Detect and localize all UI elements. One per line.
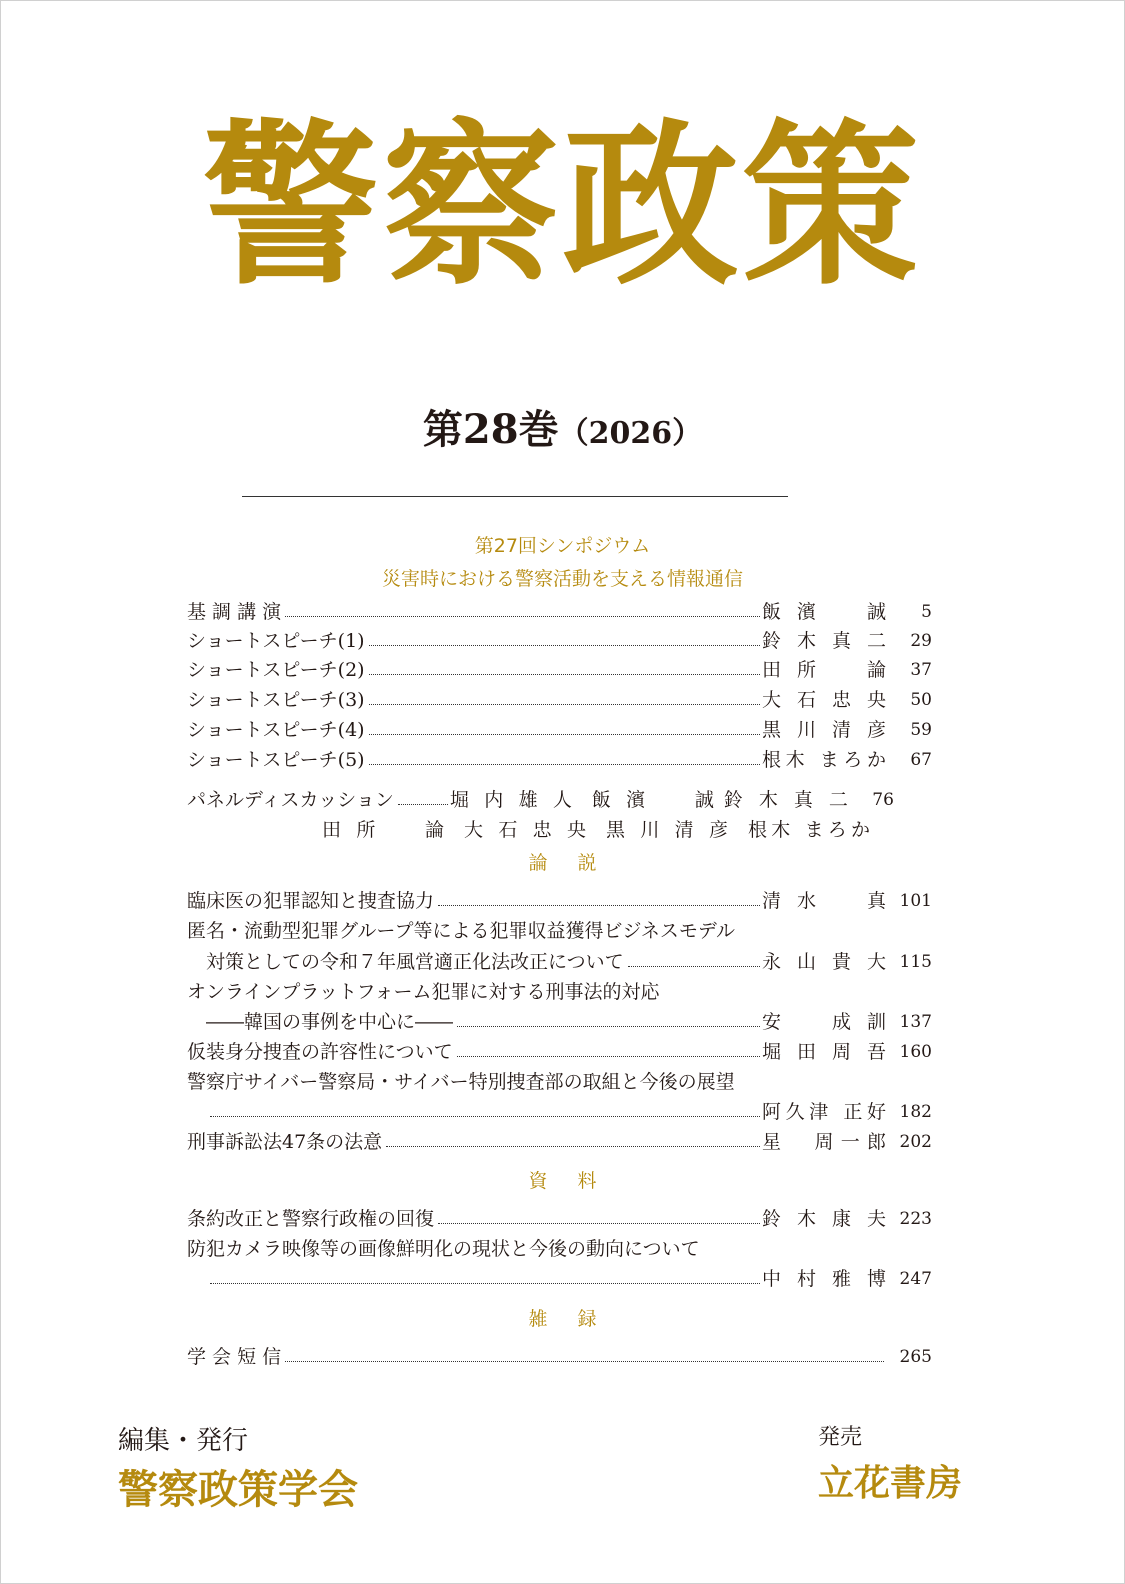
toc-row bbox=[187, 1068, 932, 1096]
toc-title bbox=[187, 1265, 206, 1293]
toc-row bbox=[187, 1128, 932, 1156]
toc-title: 条約改正と警察行政権の回復 bbox=[187, 1208, 435, 1230]
section-heading-ronsetsu: 論説 bbox=[528, 852, 627, 874]
toc-row bbox=[187, 1098, 932, 1126]
dot-leader bbox=[369, 764, 760, 765]
symposium-theme: 災害時における警察活動を支える情報通信 bbox=[381, 568, 743, 590]
toc-title: ショートスピーチ(2) bbox=[187, 659, 365, 681]
toc-title: 学 会 短 信 bbox=[187, 1346, 282, 1368]
toc-author: 鈴木真二 bbox=[762, 630, 886, 652]
toc-page: 59 bbox=[910, 720, 932, 740]
dot-leader bbox=[438, 905, 760, 906]
toc-title: 仮装身分捜査の許容性について bbox=[187, 1041, 453, 1063]
dot-leader bbox=[369, 704, 760, 705]
toc-author: 星 周一郎 bbox=[762, 1131, 886, 1153]
dot-leader bbox=[210, 1283, 760, 1284]
toc-page: 265 bbox=[899, 1347, 932, 1367]
toc-title: 刑事訴訟法47条の法意 bbox=[187, 1131, 383, 1153]
toc-page: 101 bbox=[899, 891, 932, 911]
toc-author: 永山貴大 bbox=[762, 951, 886, 973]
section-heading-shiryo: 資料 bbox=[528, 1170, 627, 1192]
toc-title: ショートスピーチ(4) bbox=[187, 719, 365, 741]
toc-title: ショートスピーチ(1) bbox=[187, 630, 365, 652]
symposium-heading: 第27回シンポジウム bbox=[474, 535, 651, 557]
toc-author: 堀内雄人 bbox=[449, 789, 572, 811]
dot-leader bbox=[369, 734, 760, 735]
toc-row bbox=[187, 1008, 932, 1036]
toc-row bbox=[187, 598, 932, 626]
toc-title: ショートスピーチ(3) bbox=[187, 689, 365, 711]
toc-author: 安 成訓 bbox=[762, 1011, 886, 1033]
toc-title: 防犯カメラ映像等の画像鮮明化の現状と今後の動向について bbox=[187, 1238, 700, 1260]
dot-leader bbox=[457, 1026, 760, 1027]
dot-leader bbox=[210, 1116, 760, 1117]
toc-row bbox=[187, 1038, 932, 1066]
toc-title bbox=[187, 1098, 206, 1126]
toc-title: 対策としての令和７年風営適正化法改正について bbox=[187, 951, 624, 973]
toc-author: 阿久津 正好 bbox=[762, 1101, 886, 1123]
toc-row-panel bbox=[187, 786, 932, 814]
dot-leader bbox=[285, 616, 760, 617]
volume-number bbox=[0, 398, 1125, 455]
toc-title: ショートスピーチ(5) bbox=[187, 749, 365, 771]
dot-leader bbox=[398, 804, 448, 805]
toc-row bbox=[187, 627, 932, 655]
toc-page: 115 bbox=[899, 952, 932, 972]
toc-author: 大石忠央 bbox=[464, 819, 586, 841]
section-heading-zatsuroku: 雑録 bbox=[528, 1308, 627, 1330]
toc-title: ――韓国の事例を中心に―― bbox=[187, 1011, 454, 1033]
toc-title: 基 調 講 演 bbox=[187, 601, 282, 623]
volume-year: （2026） bbox=[558, 416, 703, 451]
toc-row bbox=[187, 686, 932, 714]
toc-author: 黒川清彦 bbox=[762, 719, 886, 741]
toc-page: 247 bbox=[899, 1269, 932, 1289]
dot-leader bbox=[369, 674, 760, 675]
toc-title: 匿名・流動型犯罪グループ等による犯罪収益獲得ビジネスモデル bbox=[187, 920, 735, 942]
toc-row bbox=[187, 656, 932, 684]
toc-row bbox=[187, 716, 932, 744]
dot-leader bbox=[369, 645, 760, 646]
editor-label: 編集・発行 bbox=[118, 1426, 249, 1456]
toc-page: 5 bbox=[921, 602, 932, 622]
publisher-name: 立花書房 bbox=[818, 1462, 963, 1504]
toc-page: 67 bbox=[910, 750, 932, 770]
toc-row bbox=[187, 746, 932, 774]
toc-row bbox=[187, 917, 932, 945]
toc-page: 29 bbox=[910, 631, 932, 651]
toc-title: 警察庁サイバー警察局・サイバー特別捜査部の取組と今後の展望 bbox=[187, 1071, 735, 1093]
toc-page: 137 bbox=[899, 1012, 932, 1032]
toc-page: 50 bbox=[910, 690, 932, 710]
toc-author: 鈴木真二 bbox=[723, 789, 848, 811]
toc-row bbox=[187, 1343, 932, 1371]
toc-page: 223 bbox=[899, 1209, 932, 1229]
toc-author: 根木 まろか bbox=[748, 819, 870, 841]
journal-title: 警察政策 bbox=[202, 102, 923, 309]
volume-label: 第28巻 bbox=[422, 406, 559, 453]
dot-leader bbox=[386, 1146, 760, 1147]
toc-page: 160 bbox=[899, 1042, 932, 1062]
toc-row bbox=[187, 948, 932, 976]
toc-page: 76 bbox=[872, 790, 894, 810]
toc-row bbox=[187, 887, 932, 915]
toc-author: 田所 論 bbox=[762, 659, 886, 681]
toc-author: 鈴木康夫 bbox=[762, 1208, 886, 1230]
editor-name: 警察政策学会 bbox=[118, 1466, 358, 1513]
toc-row bbox=[187, 1235, 932, 1263]
toc-page: 202 bbox=[899, 1132, 932, 1152]
dot-leader bbox=[285, 1361, 884, 1362]
toc-page: 182 bbox=[899, 1102, 932, 1122]
toc-author: 中村雅博 bbox=[762, 1268, 886, 1290]
toc-title: 臨床医の犯罪認知と捜査協力 bbox=[187, 890, 435, 912]
toc-author: 清水 真 bbox=[762, 890, 886, 912]
toc-title: オンラインプラットフォーム犯罪に対する刑事法的対応 bbox=[187, 981, 660, 1003]
toc-author: 飯濱 誠 bbox=[762, 601, 886, 623]
publisher-label: 発売 bbox=[818, 1425, 863, 1450]
dot-leader bbox=[628, 966, 760, 967]
toc-author: 根木 まろか bbox=[762, 749, 886, 771]
dot-leader bbox=[457, 1056, 760, 1057]
toc-page: 37 bbox=[910, 660, 932, 680]
toc-title: パネルディスカッション bbox=[187, 789, 394, 811]
toc-row bbox=[187, 978, 932, 1006]
panel-participants bbox=[322, 815, 870, 842]
toc-author: 堀田周吾 bbox=[762, 1041, 886, 1063]
toc-row bbox=[187, 1265, 932, 1293]
dot-leader bbox=[438, 1223, 760, 1224]
toc-author: 田所 論 bbox=[322, 819, 444, 841]
toc-author: 大石忠央 bbox=[762, 689, 886, 711]
divider bbox=[242, 496, 788, 497]
toc-author: 飯濱 誠 bbox=[591, 789, 714, 811]
toc-author: 黒川清彦 bbox=[606, 819, 728, 841]
toc-row bbox=[187, 1205, 932, 1233]
